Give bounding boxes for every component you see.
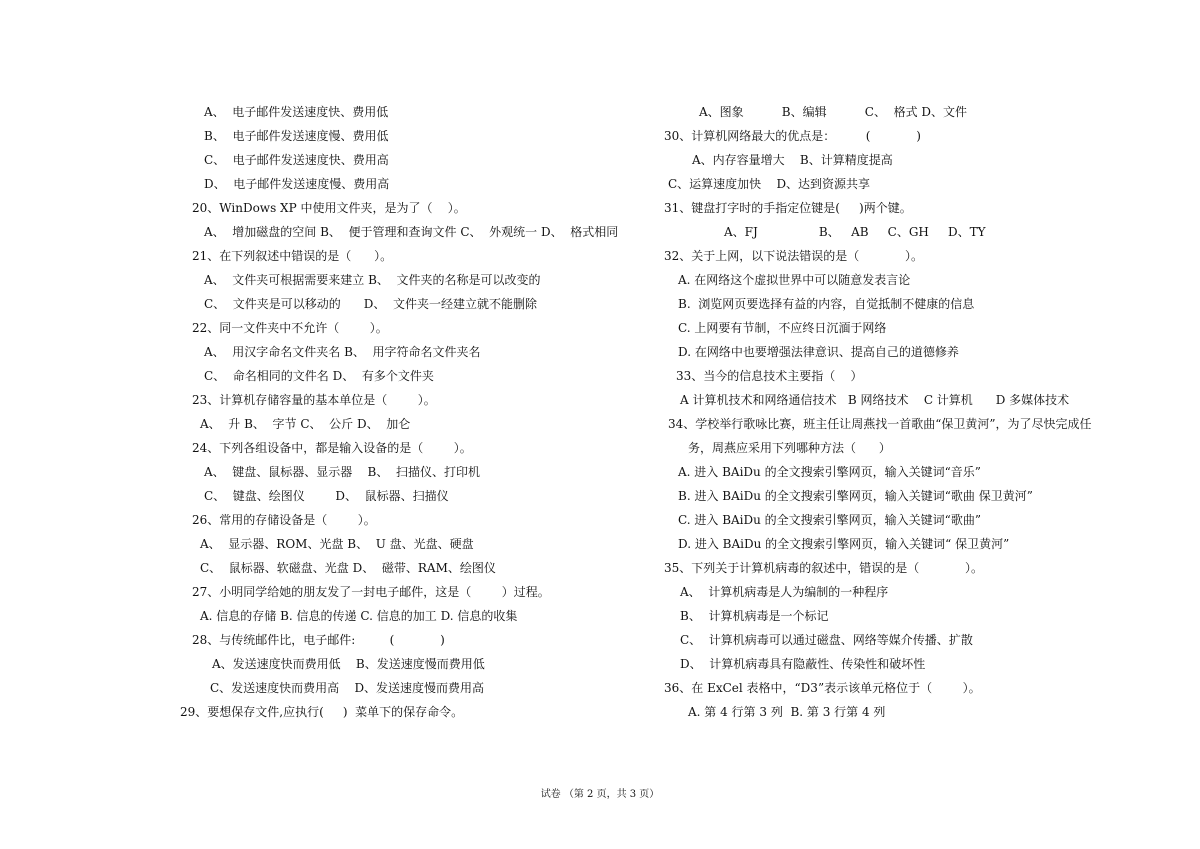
option-line: D、 计算机病毒具有隐蔽性、传染性和破坏性 bbox=[680, 657, 926, 671]
question-27: 27、小明同学给她的朋友发了一封电子邮件，这是（ ）过程。 bbox=[192, 585, 550, 599]
question-29: 29、要想保存文件,应执行( ) 菜单下的保存命令。 bbox=[180, 705, 464, 719]
question-28: 28、与传统邮件比，电子邮件: ( ) bbox=[192, 633, 445, 647]
question-22: 22、同一文件夹中不允许（ ）。 bbox=[192, 321, 388, 335]
question-31: 31、键盘打字时的手指定位键是( )两个键。 bbox=[664, 201, 912, 215]
option-line: A、FJ B、 AB C、GH D、TY bbox=[724, 225, 986, 239]
question-35: 35、下列关于计算机病毒的叙述中，错误的是（ ）。 bbox=[664, 561, 984, 575]
option-line: C、 键盘、绘图仪 D、 鼠标器、扫描仪 bbox=[204, 489, 449, 503]
option-line: A、 文件夹可根据需要来建立 B、 文件夹的名称是可以改变的 bbox=[204, 273, 541, 287]
option-line: C、 命名相同的文件名 D、 有多个文件夹 bbox=[204, 369, 434, 383]
option-line: D. 进入 BAiDu 的全文搜索引擎网页，输入关键词“ 保卫黄河” bbox=[678, 537, 1010, 551]
option-line: A. 在网络这个虚拟世界中可以随意发表言论 bbox=[678, 273, 911, 287]
option-line: A. 信息的存储 B. 信息的传递 C. 信息的加工 D. 信息的收集 bbox=[200, 609, 518, 623]
option-line: C. 上网要有节制，不应终日沉湎于网络 bbox=[678, 321, 887, 335]
option-line: A、 用汉字命名文件夹名 B、 用字符命名文件夹名 bbox=[204, 345, 481, 359]
question-21: 21、在下列叙述中错误的是（ ）。 bbox=[192, 249, 393, 263]
option-line: C、发送速度快而费用高 D、发送速度慢而费用高 bbox=[210, 681, 485, 695]
option-line: A、 增加磁盘的空间 B、 便于管理和查询文件 C、 外观统一 D、 格式相同 bbox=[204, 225, 619, 239]
option-line: C、运算速度加快 D、达到资源共享 bbox=[668, 177, 871, 191]
option-line: A、 键盘、鼠标器、显示器 B、 扫描仪、打印机 bbox=[204, 465, 481, 479]
option-line: B. 进入 BAiDu 的全文搜索引擎网页，输入关键词“歌曲 保卫黄河” bbox=[678, 489, 1033, 503]
option-line: A、 电子邮件发送速度快、费用低 bbox=[204, 105, 389, 119]
option-line: C. 进入 BAiDu 的全文搜索引擎网页，输入关键词“歌曲” bbox=[678, 513, 981, 527]
option-line: C、 文件夹是可以移动的 D、 文件夹一经建立就不能删除 bbox=[204, 297, 537, 311]
option-line: A、内存容量增大 B、计算精度提高 bbox=[692, 153, 893, 167]
option-line: B、 计算机病毒是一个标记 bbox=[680, 609, 829, 623]
question-34-continued: 务，周燕应采用下列哪种方法（ ） bbox=[688, 441, 891, 455]
option-line: A 计算机技术和网络通信技术 B 网络技术 C 计算机 D 多媒体技术 bbox=[680, 393, 1070, 407]
option-line: A. 进入 BAiDu 的全文搜索引擎网页，输入关键词“音乐” bbox=[678, 465, 981, 479]
page-footer: 试卷 （第 2 页，共 3 页） bbox=[540, 789, 660, 800]
option-line: C、 电子邮件发送速度快、费用高 bbox=[204, 153, 389, 167]
question-23: 23、计算机存储容量的基本单位是（ ）。 bbox=[192, 393, 436, 407]
option-line: D、 电子邮件发送速度慢、费用高 bbox=[204, 177, 390, 191]
option-line: A、发送速度快而费用低 B、发送速度慢而费用低 bbox=[212, 657, 485, 671]
option-line: C、 计算机病毒可以通过磁盘、网络等媒介传播、扩散 bbox=[680, 633, 973, 647]
option-line: C、 鼠标器、软磁盘、光盘 D、 磁带、RAM、绘图仪 bbox=[200, 561, 496, 575]
option-line: A、 显示器、ROM、光盘 B、 U 盘、光盘、硬盘 bbox=[200, 537, 474, 551]
question-20: 20、WinDows XP 中使用文件夹，是为了（ ）。 bbox=[192, 201, 466, 215]
question-30: 30、计算机网络最大的优点是： ( ) bbox=[664, 129, 921, 143]
question-36: 36、在 ExCel 表格中，“D3”表示该单元格位于（ ）。 bbox=[664, 681, 981, 695]
option-line: A. 第 4 行第 3 列 B. 第 3 行第 4 列 bbox=[688, 705, 886, 719]
option-line: A、 计算机病毒是人为编制的一种程序 bbox=[680, 585, 889, 599]
option-line: D. 在网络中也要增强法律意识、提高自己的道德修养 bbox=[678, 345, 959, 359]
option-line: B、 电子邮件发送速度慢、费用低 bbox=[204, 129, 389, 143]
question-26: 26、常用的存储设备是（ ）。 bbox=[192, 513, 376, 527]
option-line: B. 浏览网页要选择有益的内容，自觉抵制不健康的信息 bbox=[678, 297, 975, 311]
question-34: 34、学校举行歌咏比赛，班主任让周燕找一首歌曲“保卫黄河”，为了尽快完成任 bbox=[668, 417, 1092, 431]
question-32: 32、关于上网，以下说法错误的是（ ）。 bbox=[664, 249, 924, 263]
question-33: 33、当今的信息技术主要指（ ） bbox=[676, 369, 863, 383]
option-line: A、 升 B、 字节 C、 公斤 D、 加仑 bbox=[200, 417, 411, 431]
question-24: 24、下列各组设备中，都是输入设备的是（ ）。 bbox=[192, 441, 472, 455]
option-line: A、图象 B、编辑 C、 格式 D、文件 bbox=[699, 105, 968, 119]
